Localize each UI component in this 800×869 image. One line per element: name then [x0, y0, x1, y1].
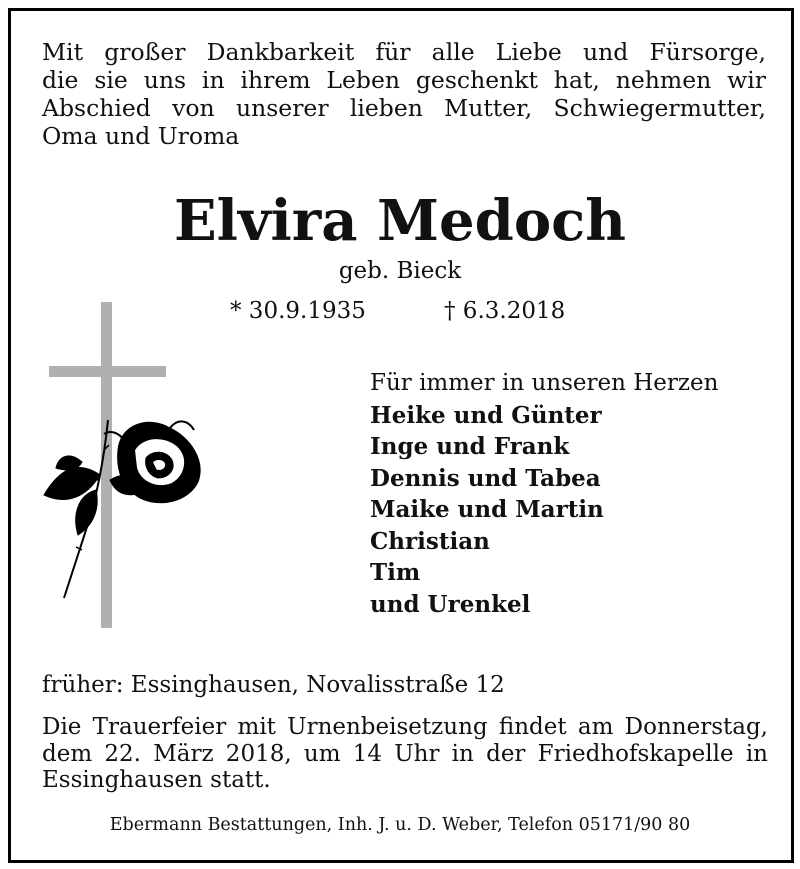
cross-and-rose-emblem — [38, 300, 208, 630]
intro-line: Abschied von unserer lieben Mutter, Schwiegermutter, — [42, 94, 766, 122]
former-address: früher: Essinghausen, Novalisstraße 12 — [42, 672, 505, 698]
intro-line: Mit großer Dankbarkeit für alle Liebe und Fürsorge, — [42, 38, 766, 66]
mourner-name: Christian — [370, 527, 490, 555]
birth-date: * 30.9.1935 — [230, 298, 366, 324]
intro-line: Oma und Uroma — [42, 122, 240, 150]
service-line: Essinghausen statt. — [42, 767, 271, 793]
deceased-name: Elvira Medoch — [174, 188, 626, 254]
service-info — [42, 714, 768, 794]
mourners-list — [370, 368, 718, 620]
rose-icon — [44, 420, 200, 598]
mourner-name: Dennis und Tabea — [370, 464, 601, 492]
mourner-name: Inge und Frank — [370, 433, 570, 460]
mourner-name: Maike und Martin — [370, 496, 604, 523]
mourner-name: Heike und Günter — [370, 401, 602, 429]
maiden-name: geb. Bieck — [338, 258, 462, 284]
funeral-home-footer: Ebermann Bestattungen, Inh. J. u. D. Weber, Telefon 05171/90 80 — [109, 815, 691, 835]
service-line: dem 22. März 2018, um 14 Uhr in der Friedhofskapelle in — [42, 740, 768, 767]
intro-text — [42, 38, 766, 150]
mourners-lead: Für immer in unseren Herzen — [370, 370, 719, 396]
death-date: † 6.3.2018 — [444, 298, 566, 324]
service-line: Die Trauerfeier mit Urnenbeisetzung findet am Donnerstag, — [42, 714, 768, 740]
mourner-name: und Urenkel — [370, 590, 531, 618]
mourner-name: Tim — [370, 559, 421, 586]
intro-line: die sie uns in ihrem Leben geschenkt hat, nehmen wir — [42, 66, 766, 94]
